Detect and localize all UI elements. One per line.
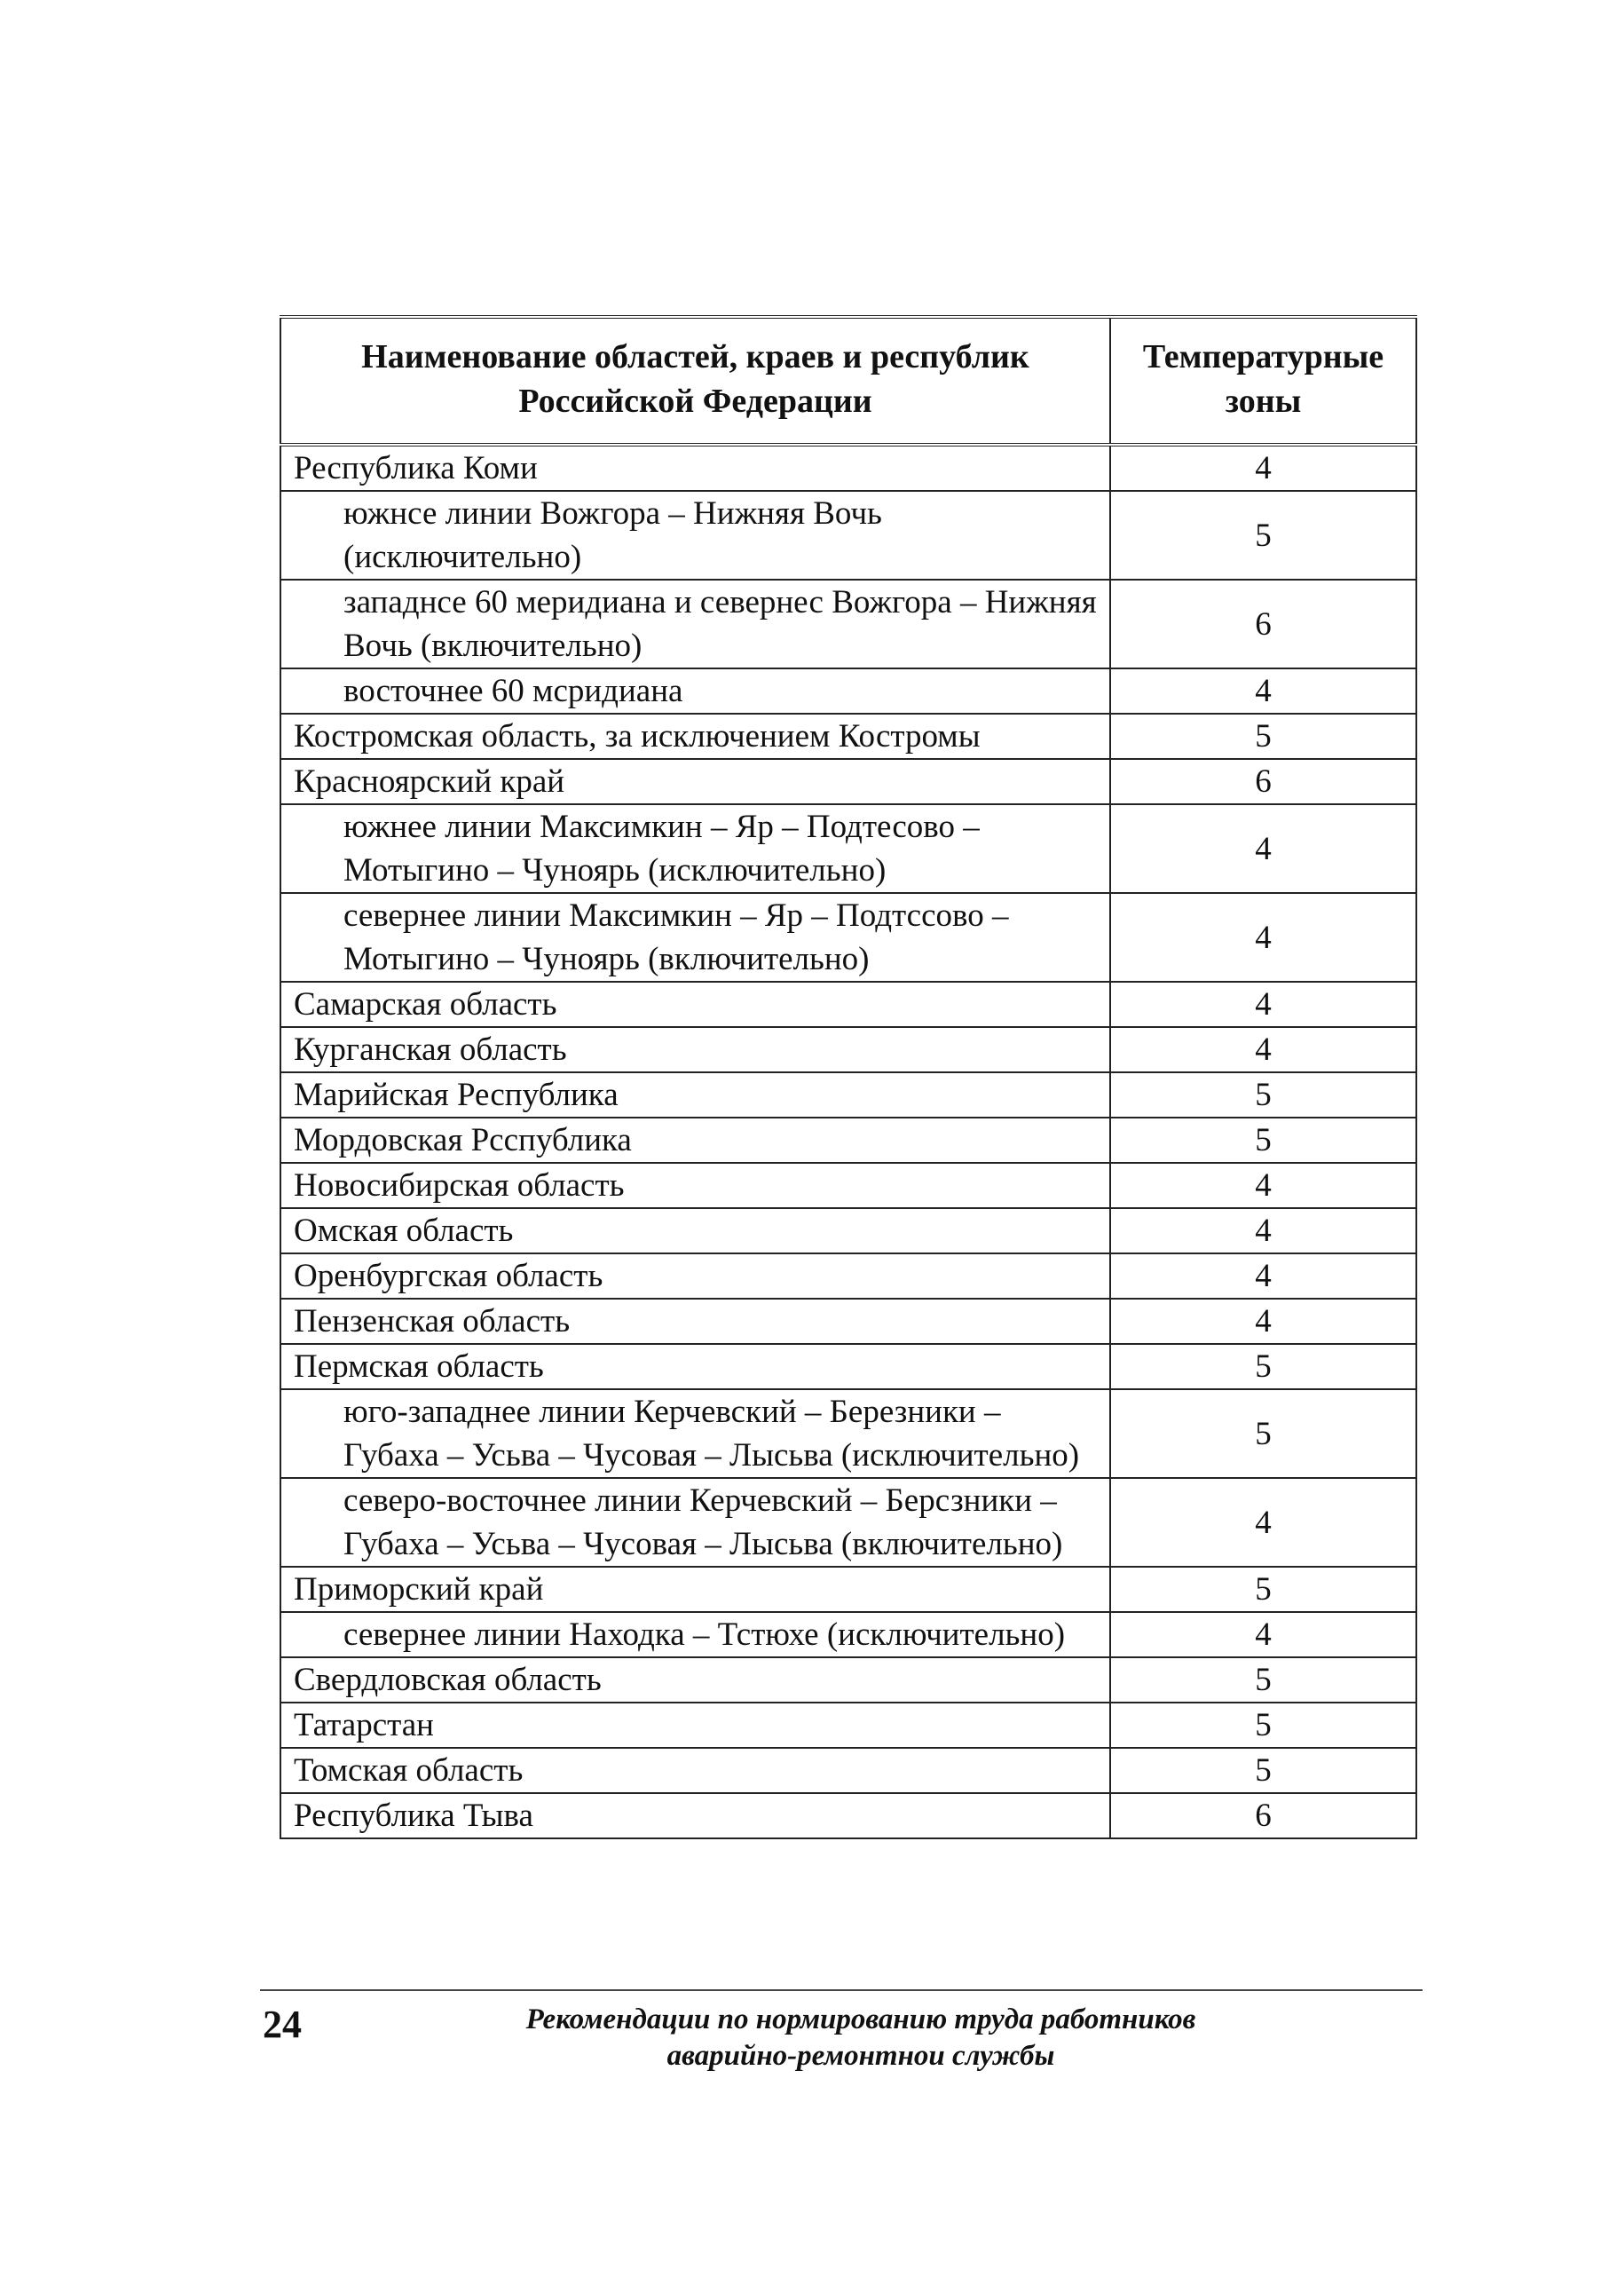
region-name-cell: северо-восточнее линии Керчевский – Берсзники – Губаха – Усьва – Чусовая – Лысьва (включительно): [280, 1478, 1110, 1567]
temperature-zone-cell: 4: [1110, 893, 1416, 982]
region-name-cell: южнсе линии Вожгора – Нижняя Вочь (исключительно): [280, 491, 1110, 580]
region-name-cell: западнсе 60 меридиана и севернес Вожгора – Нижняя Вочь (включительно): [280, 580, 1110, 668]
temperature-zone-cell: 5: [1110, 1389, 1416, 1478]
temperature-zone-cell: 5: [1110, 1657, 1416, 1703]
region-name-cell: Республика Коми: [280, 445, 1110, 491]
table-row: [280, 1072, 1416, 1118]
temperature-zones-table: [280, 315, 1417, 1839]
footer-title-line-2: аварийно-ремонтнои службы: [666, 2040, 1055, 2072]
footer-title-line-1: Рекомендации по нормированию труда работников: [525, 2003, 1196, 2035]
temperature-zone-cell: 5: [1110, 1703, 1416, 1748]
footer-title: [373, 2002, 1349, 2074]
table-row: [280, 1657, 1416, 1703]
region-name-cell: Оренбургская область: [280, 1253, 1110, 1299]
table-row: [280, 1208, 1416, 1253]
region-name-cell: восточнее 60 мсридиана: [280, 668, 1110, 714]
table-row: [280, 893, 1416, 982]
temperature-zone-cell: 4: [1110, 668, 1416, 714]
temperature-zone-cell: 5: [1110, 714, 1416, 759]
temperature-zone-cell: 5: [1110, 1748, 1416, 1793]
table-row: [280, 759, 1416, 804]
column-header-zone: Температурные зоны: [1110, 317, 1416, 445]
temperature-zone-cell: 4: [1110, 1253, 1416, 1299]
temperature-zone-cell: 5: [1110, 1072, 1416, 1118]
temperature-zone-cell: 4: [1110, 1478, 1416, 1567]
table-row: [280, 445, 1416, 491]
page-number: 24: [263, 2003, 302, 2046]
table-row: [280, 580, 1416, 668]
temperature-zone-cell: 4: [1110, 982, 1416, 1027]
region-name-cell: Татарстан: [280, 1703, 1110, 1748]
region-name-cell: Самарская область: [280, 982, 1110, 1027]
region-name-cell: Марийская Республика: [280, 1072, 1110, 1118]
table-row: [280, 1163, 1416, 1208]
region-name-cell: Томская область: [280, 1748, 1110, 1793]
temperature-zone-cell: 5: [1110, 1567, 1416, 1612]
column-header-name: Наименование областей, краев и республик Российской Федерации: [280, 317, 1110, 445]
temperature-zone-cell: 4: [1110, 1163, 1416, 1208]
table-row: [280, 982, 1416, 1027]
region-name-cell: Приморский край: [280, 1567, 1110, 1612]
footer-divider: [260, 1989, 1423, 1991]
region-name-cell: Курганская область: [280, 1027, 1110, 1072]
region-name-cell: Новосибирская область: [280, 1163, 1110, 1208]
table-row: [280, 1478, 1416, 1567]
region-name-cell: Красноярский край: [280, 759, 1110, 804]
table-row: [280, 804, 1416, 893]
table-row: [280, 1748, 1416, 1793]
region-name-cell: севернее линии Максимкин – Яр – Подтссово – Мотыгино – Чуноярь (включительно): [280, 893, 1110, 982]
temperature-zone-cell: 4: [1110, 445, 1416, 491]
table-row: [280, 714, 1416, 759]
table-row: [280, 1253, 1416, 1299]
temperature-zone-cell: 4: [1110, 1612, 1416, 1657]
temperature-zone-cell: 4: [1110, 804, 1416, 893]
region-name-cell: южнее линии Максимкин – Яр – Подтесово – Мотыгино – Чуноярь (исключительно): [280, 804, 1110, 893]
region-name-cell: Костромская область, за исключением Костромы: [280, 714, 1110, 759]
temperature-zone-cell: 6: [1110, 759, 1416, 804]
temperature-zone-cell: 5: [1110, 491, 1416, 580]
temperature-zone-cell: 5: [1110, 1118, 1416, 1163]
temperature-zone-cell: 4: [1110, 1299, 1416, 1344]
table-row: [280, 1118, 1416, 1163]
region-name-cell: юго-западнее линии Керчевский – Березники – Губаха – Усьва – Чусовая – Лысьва (исключительно): [280, 1389, 1110, 1478]
table-row: [280, 1793, 1416, 1838]
table-row: [280, 1567, 1416, 1612]
region-name-cell: Мордовская Рсспублика: [280, 1118, 1110, 1163]
table-row: [280, 1299, 1416, 1344]
region-name-cell: севернее линии Находка – Тстюхе (исключительно): [280, 1612, 1110, 1657]
table-row: [280, 1389, 1416, 1478]
table-body: [280, 445, 1416, 1838]
table-header-row: [280, 317, 1416, 445]
table-row: [280, 1612, 1416, 1657]
temperature-zone-cell: 6: [1110, 1793, 1416, 1838]
table-row: [280, 1027, 1416, 1072]
table-row: [280, 1703, 1416, 1748]
region-name-cell: Республика Тыва: [280, 1793, 1110, 1838]
table-row: [280, 491, 1416, 580]
table-row: [280, 1344, 1416, 1389]
region-name-cell: Пензенская область: [280, 1299, 1110, 1344]
temperature-zone-cell: 6: [1110, 580, 1416, 668]
temperature-zone-cell: 4: [1110, 1027, 1416, 1072]
region-name-cell: Омская область: [280, 1208, 1110, 1253]
temperature-zone-cell: 5: [1110, 1344, 1416, 1389]
table-row: [280, 668, 1416, 714]
region-name-cell: Пермская область: [280, 1344, 1110, 1389]
region-name-cell: Свердловская область: [280, 1657, 1110, 1703]
temperature-zone-cell: 4: [1110, 1208, 1416, 1253]
